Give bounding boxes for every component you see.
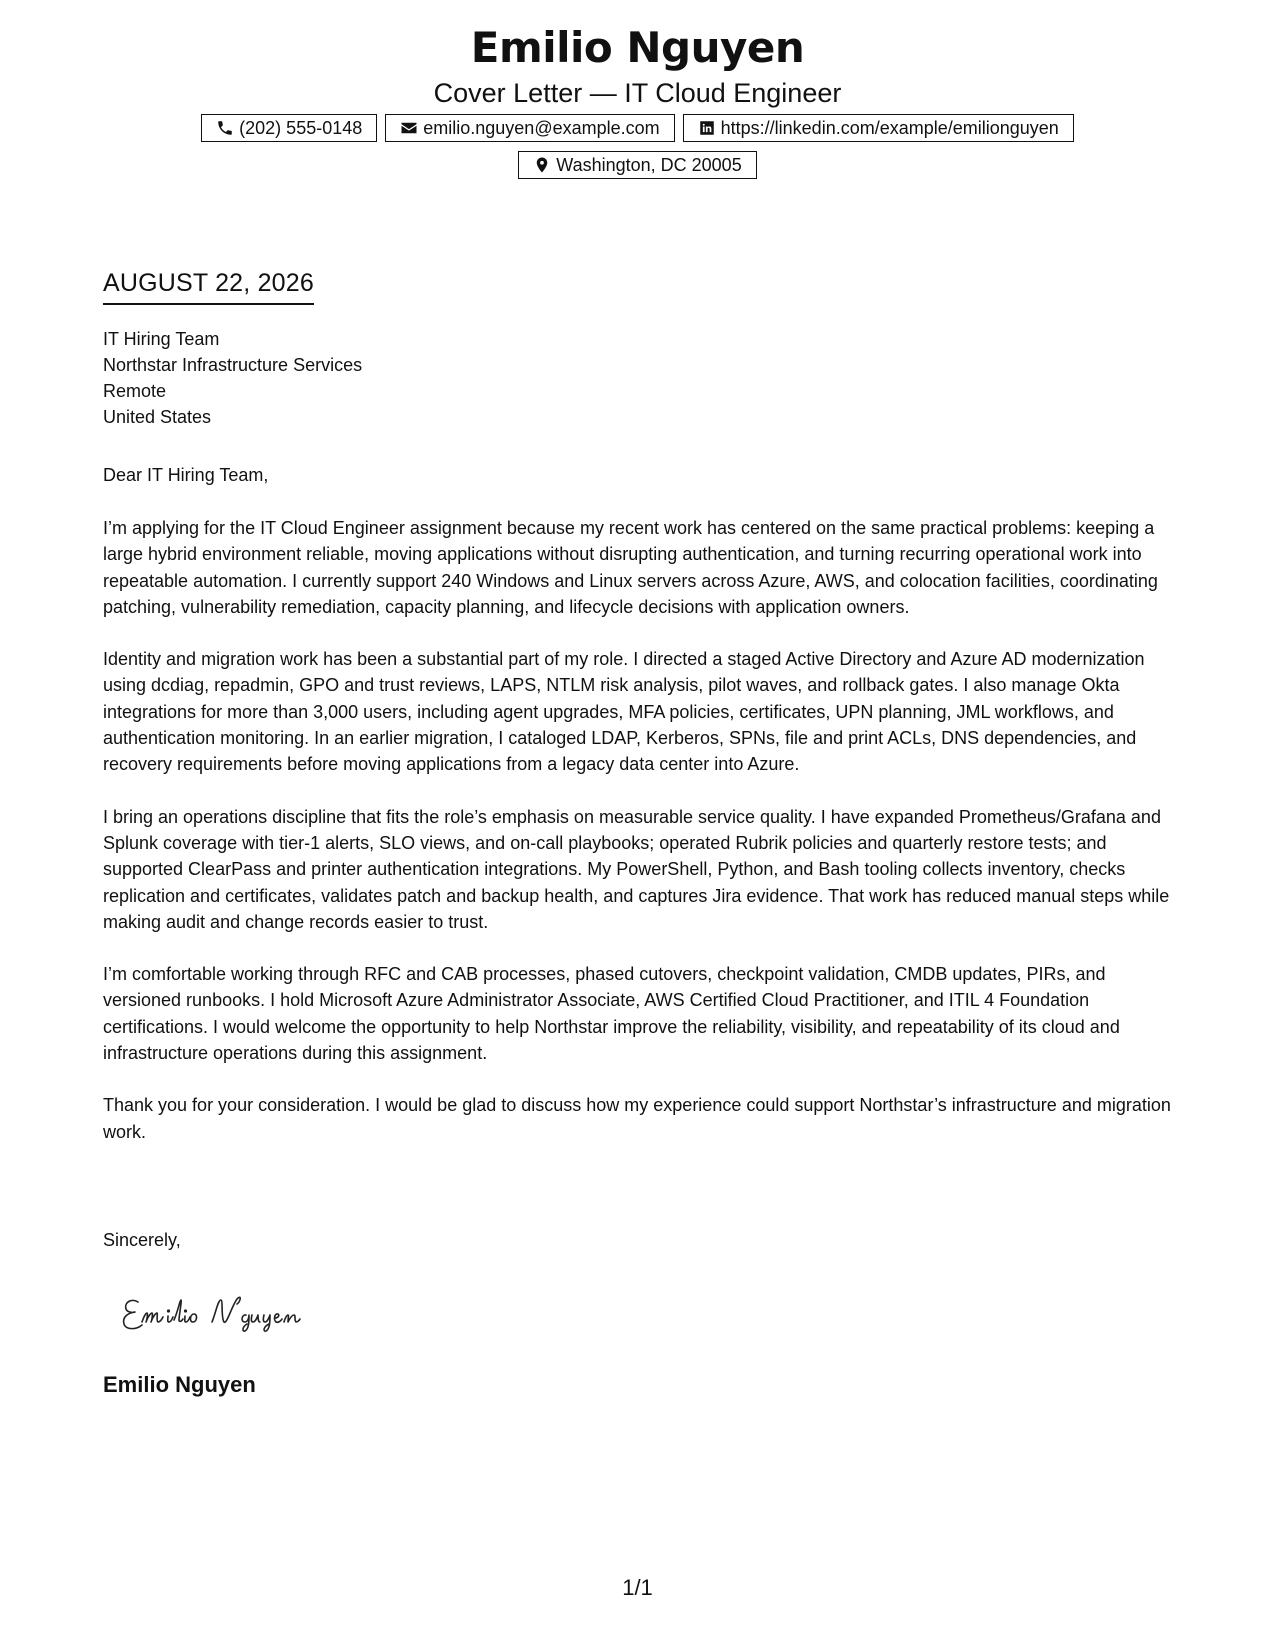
phone-text: (202) 555-0148 [239, 117, 363, 138]
map-pin-icon [533, 156, 551, 174]
body-paragraph: Identity and migration work has been a substantial part of my role. I directed a staged Active Directory and Azure AD modernization using dcdiag, repadmin, GPO and trust reviews, LAPS, NTLM risk analysis, pilot waves, and rollback gates. I also manage Okta integrations for more than 3,000 users, including agent upgrades, MFA policies, certificates, UPN planning, JML workflows, and authentication monitoring. In an earlier migration, I cataloged LDAP, Kerberos, SPNs, file and print ACLs, DNS dependencies, and recovery requirements before moving applications from a legacy data center into Azure. [103, 649, 1145, 775]
recipient-line: IT Hiring Team [103, 329, 220, 349]
email-contact[interactable] [385, 114, 674, 142]
envelope-icon [400, 119, 418, 137]
recipient-line: Northstar Infrastructure Services [103, 355, 363, 375]
letter-body [103, 515, 1183, 1171]
linkedin-text: https://linkedin.com/example/emilionguyen [720, 117, 1059, 138]
document-subtitle: Cover Letter — IT Cloud Engineer [433, 78, 842, 108]
location-contact [518, 151, 756, 179]
phone-icon [216, 119, 234, 137]
linkedin-contact[interactable] [683, 114, 1074, 142]
contact-row-location [0, 151, 1275, 179]
recipient-line: United States [103, 407, 212, 427]
applicant-name: Emilio Nguyen [470, 23, 805, 72]
body-paragraph: I bring an operations discipline that fits the role’s emphasis on measurable service quality. I have expanded Prometheus/Grafana and Splunk coverage with tier-1 alerts, SLO views, and on-call playbooks; operated Rubrik policies and quarterly restore tests; and supported ClearPass and printer authentication integrations. My PowerShell, Python, and Bash tooling collects inventory, checks replication and certificates, validates patch and backup health, and captures Jira evidence. That work has reduced manual steps while making audit and change records easier to trust. [103, 806, 1170, 932]
contact-row [0, 114, 1275, 142]
closing: Sincerely, [103, 1230, 181, 1250]
linkedin-icon [698, 119, 716, 137]
phone-contact[interactable] [201, 114, 377, 142]
page-number: 1/1 [622, 1575, 653, 1600]
handwritten-signature [118, 1280, 348, 1340]
body-paragraph: Thank you for your consideration. I would be glad to discuss how my experience could support Northstar’s infrastructure and migration work. [103, 1095, 1171, 1142]
signed-name: Emilio Nguyen [103, 1372, 256, 1397]
body-paragraph: I’m comfortable working through RFC and CAB processes, phased cutovers, checkpoint validation, CMDB updates, PIRs, and versioned runbooks. I hold Microsoft Azure Administrator Associate, AWS Certified Cloud Practitioner, and ITIL 4 Foundation certifications. I would welcome the opportunity to help Northstar improve the reliability, visibility, and repeatability of its cloud and infrastructure operations during this assignment. [103, 964, 1120, 1064]
location-text: Washington, DC 20005 [556, 154, 742, 175]
letter-header [0, 20, 1275, 110]
email-text: emilio.nguyen@example.com [423, 117, 660, 138]
body-paragraph: I’m applying for the IT Cloud Engineer assignment because my recent work has centered on the same practical problems: keeping a large hybrid environment reliable, moving applications without disrupting authentication, and turning recurring operational work into repeatable automation. I currently support 240 Windows and Linux servers across Azure, AWS, and colocation facilities, coordinating patching, vulnerability remediation, capacity planning, and lifecycle decisions with application owners. [103, 518, 1158, 617]
letter-date: AUGUST 22, 2026 [103, 266, 314, 305]
salutation: Dear IT Hiring Team, [103, 465, 269, 485]
recipient-block [103, 326, 362, 430]
recipient-line: Remote [103, 381, 167, 401]
